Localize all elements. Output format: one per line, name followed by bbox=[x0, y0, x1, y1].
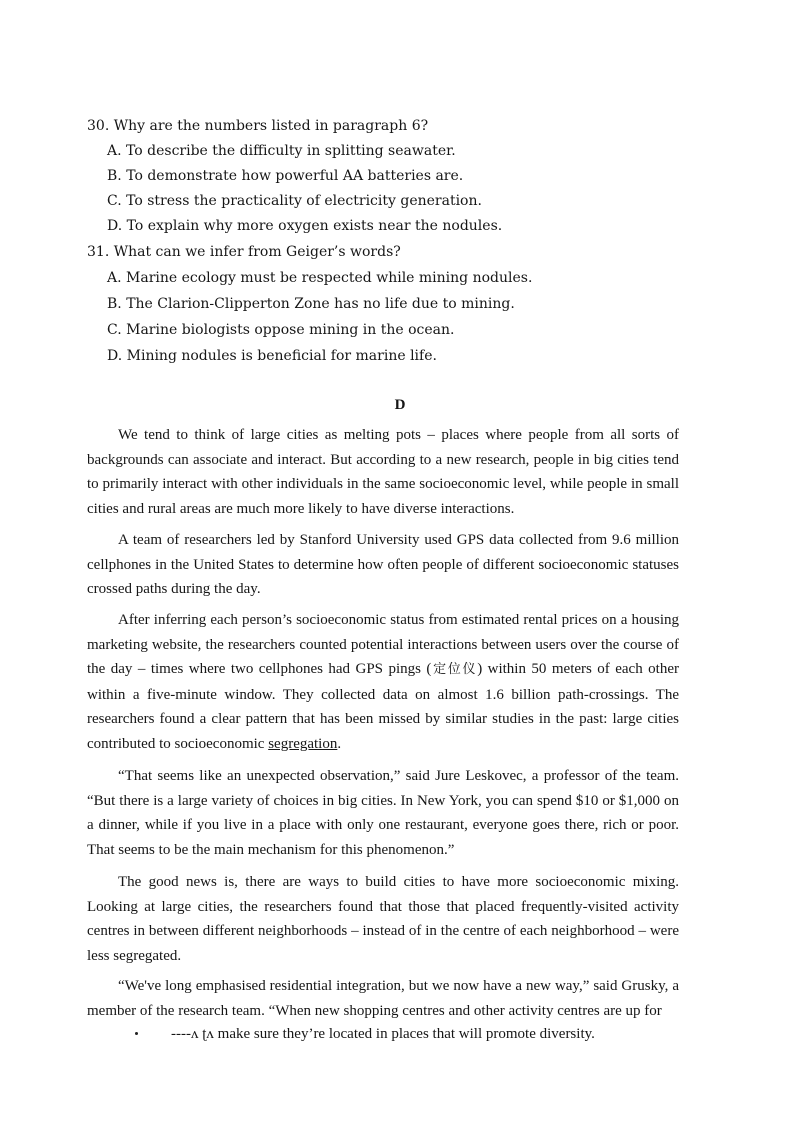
question-30-option-c: C. To stress the practicality of electricity generation. bbox=[107, 193, 482, 209]
underlined-word-segregation: segregation bbox=[268, 735, 338, 752]
passage-cutoff-line: ----ʌ ʈʌ make sure they’re located in places that will promote diversity. bbox=[171, 1026, 595, 1042]
paragraph-3-chinese-gloss: 定位仪 bbox=[431, 662, 478, 678]
question-31-option-a: A. Marine ecology must be respected while mining nodules. bbox=[107, 270, 533, 286]
question-31-option-c: C. Marine biologists oppose mining in the ocean. bbox=[107, 322, 455, 338]
question-31-option-b: B. The Clarion-Clipperton Zone has no life due to mining. bbox=[107, 296, 515, 312]
passage-paragraph-5: The good news is, there are ways to build cities to have more socioeconomic mixing. Looking at large cities, the researchers found that those that placed frequently-visited activity centres in between different neighborhoods – instead of in the centre of each neighborhood – were less segregated. bbox=[87, 874, 679, 964]
question-30-stem: 30. Why are the numbers listed in paragraph 6? bbox=[87, 118, 429, 134]
passage-paragraph-6: “We've long emphasised residential integration, but we now have a new way,” said Grusky, a member of the research team. “When new shopping centres and other activity centres are up for bbox=[87, 978, 679, 1019]
question-31-stem: 31. What can we infer from Geiger’s words? bbox=[87, 244, 401, 260]
passage-paragraph-2: A team of researchers led by Stanford University used GPS data collected from 9.6 million cellphones in the United States to determine how often people of different socioeconomic statuses crossed paths during the day. bbox=[87, 532, 679, 598]
passage-heading: D bbox=[394, 397, 406, 413]
paragraph-3-end: . bbox=[337, 735, 342, 752]
paragraph-3-text-b: ) within 50 meters of each other within a five-minute window. They collected data on almost 1.6 billion path-crossings. The researchers found a clear pattern that has been missed by similar studies in the past: large cities contributed to socioeconomic bbox=[87, 661, 679, 752]
passage-paragraph-4: “That seems like an unexpected observation,” said Jure Leskovec, a professor of the team. “But there is a large variety of choices in big cities. In New York, you can spend $10 or $1,000 on a dinner, while if you live in a place with only one restaurant, everyone goes there, rich or poor. That seems to be the main mechanism for this phenomenon.” bbox=[87, 768, 679, 858]
stray-dot bbox=[135, 1032, 138, 1035]
question-30-option-b: B. To demonstrate how powerful AA batteries are. bbox=[107, 168, 464, 184]
question-30-option-a: A. To describe the difficulty in splitting seawater. bbox=[107, 143, 456, 159]
paragraph-3-text-a: After inferring each person’s socioeconomic status from estimated rental prices on a housing marketing website, the researchers counted potential interactions between users over the course of the day – times where two cellphones had GPS pings ( bbox=[87, 612, 679, 678]
question-31-option-d: D. Mining nodules is beneficial for marine life. bbox=[107, 348, 437, 364]
passage-paragraph-1: We tend to think of large cities as melting pots – places where people from all sorts of backgrounds can associate and interact. But according to a new research, people in big cities tend to primarily interact with other individuals in the same socioeconomic level, while people in small cities and rural areas are much more likely to have diverse interactions. bbox=[87, 427, 679, 517]
question-30-option-d: D. To explain why more oxygen exists near the nodules. bbox=[107, 218, 503, 234]
passage-paragraph-3 bbox=[87, 608, 679, 757]
